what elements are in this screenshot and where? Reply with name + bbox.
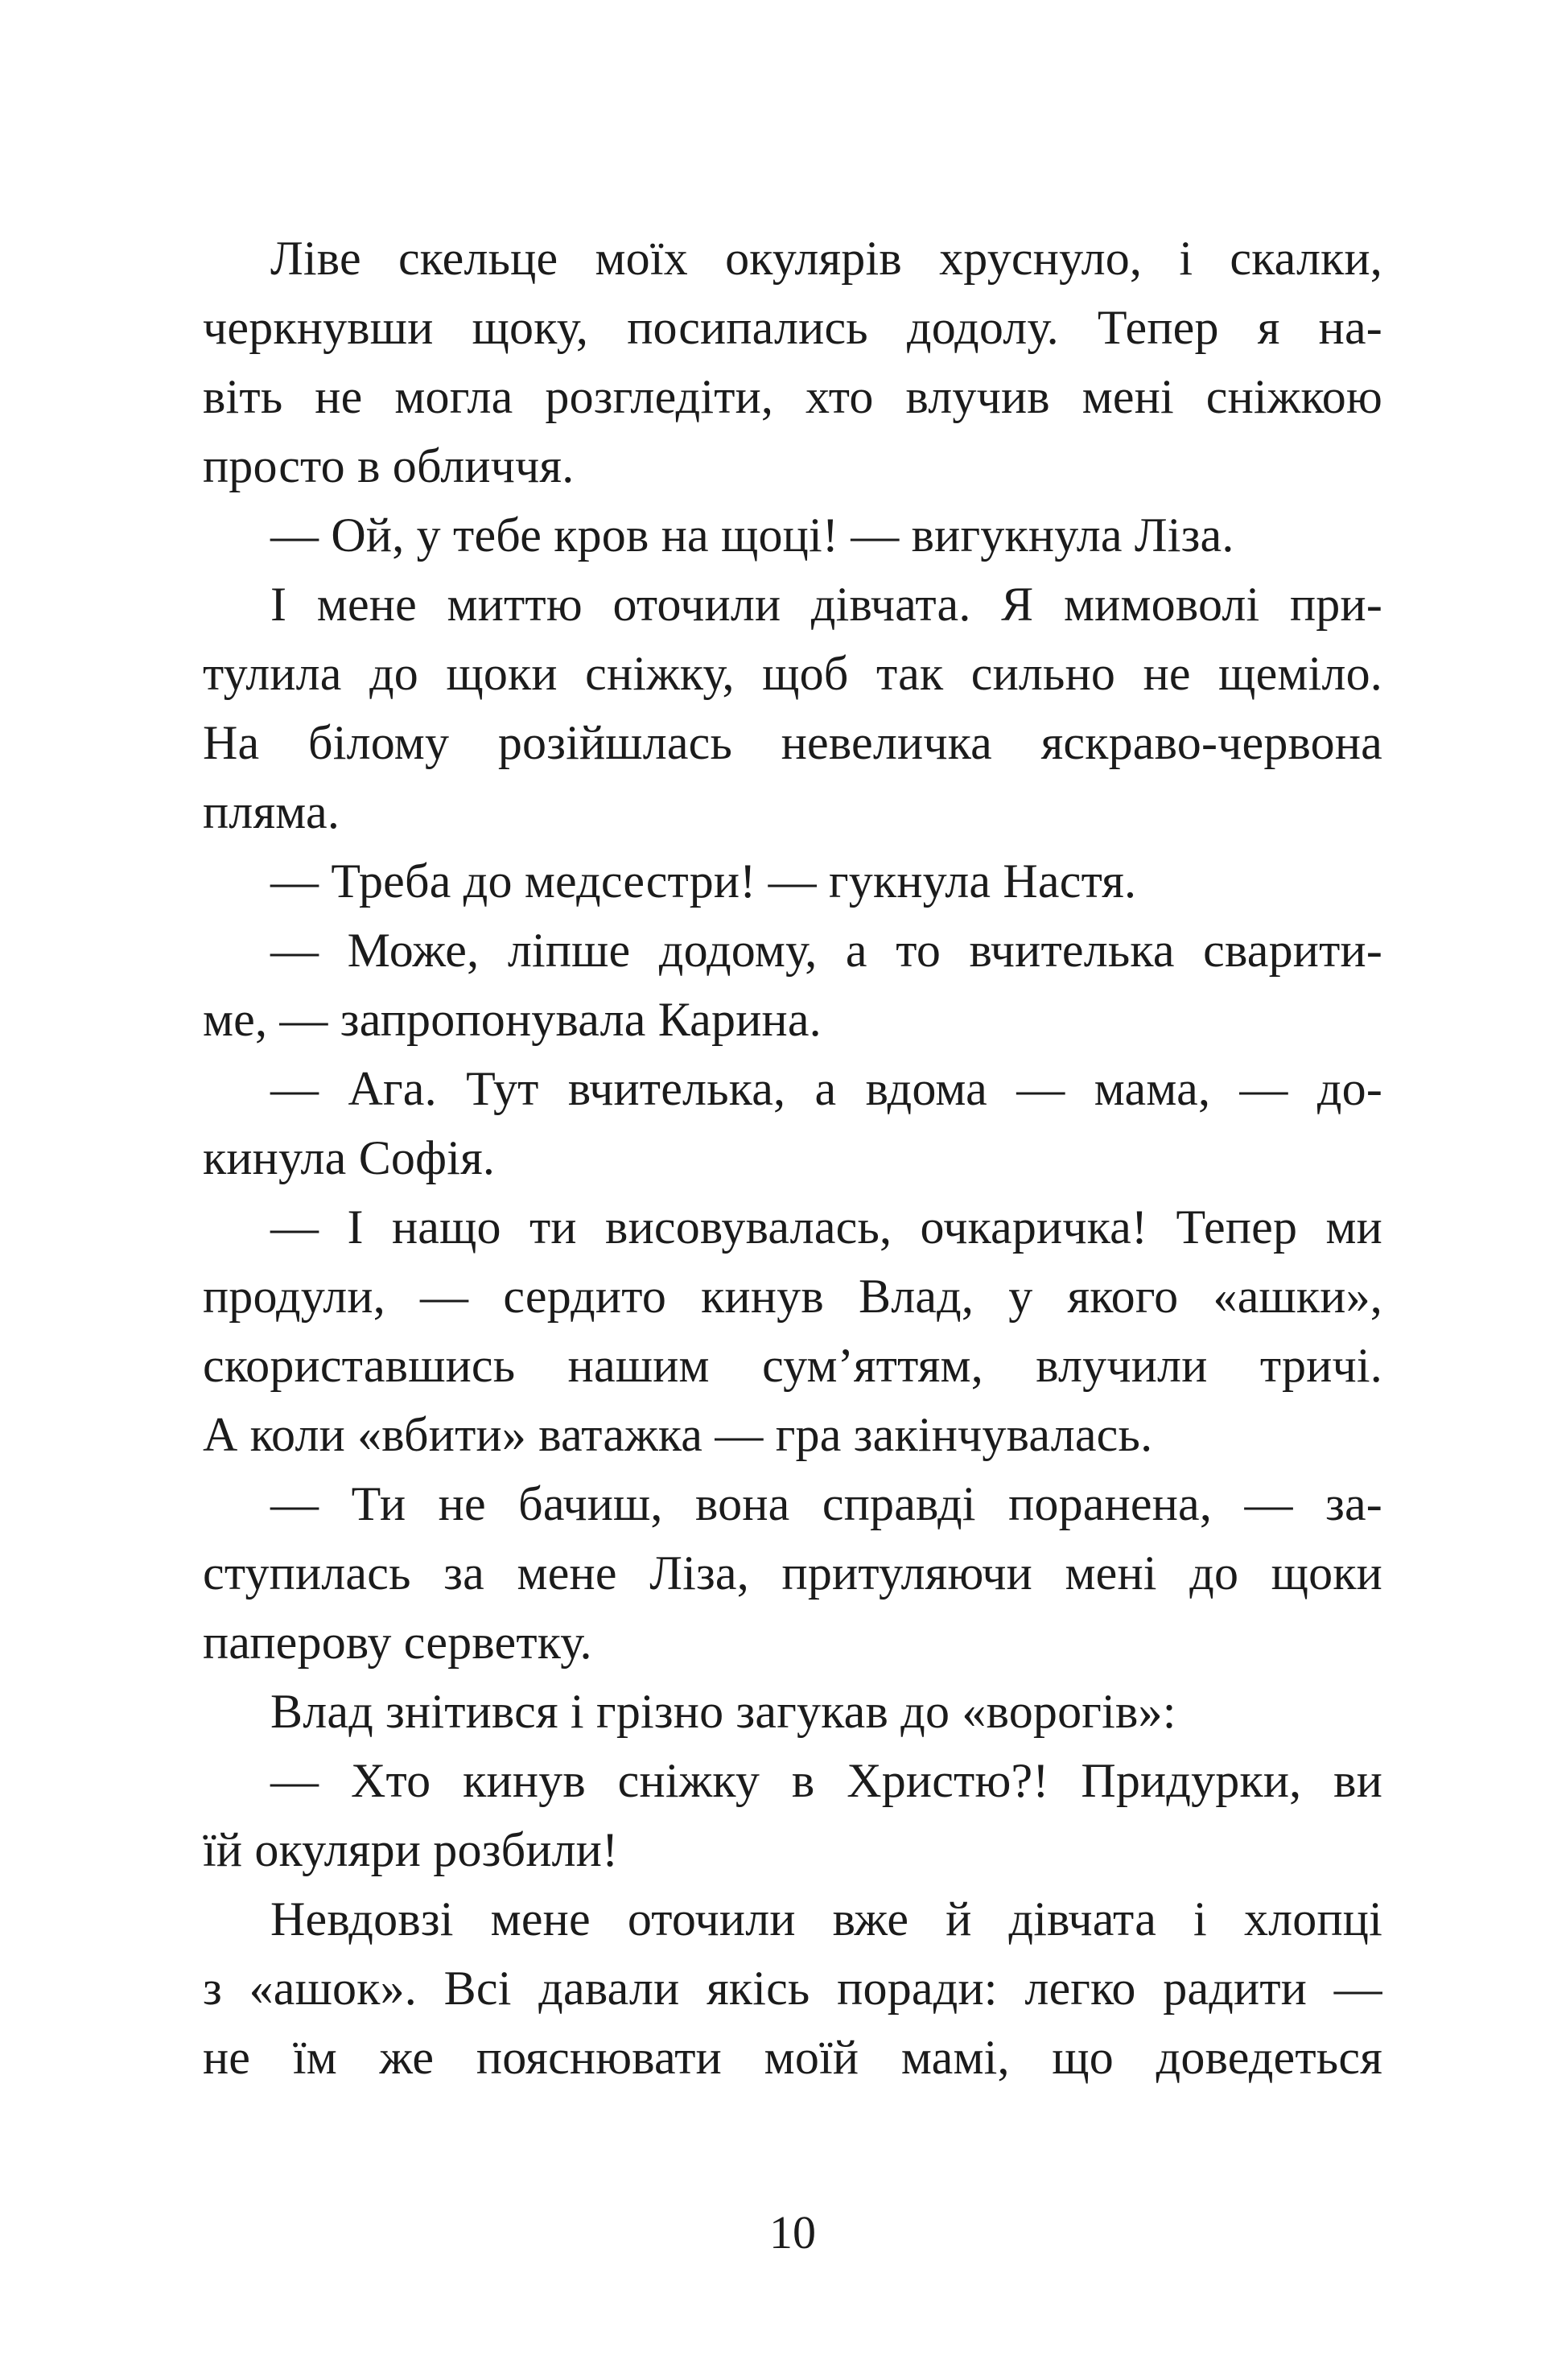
text-line: їй окуляри розбили! [203,1823,619,1876]
text-line: — Ти не бачиш, вона справді поранена, — за- [270,1477,1382,1530]
paragraph [203,1884,1382,2092]
text-line: А коли «вбити» ватажка — гра закінчувалась. [203,1408,1153,1461]
text-line: ступилась за мене Ліза, притуляючи мені до щоки [203,1546,1382,1600]
page-text [203,224,1382,2092]
text-line: не їм же пояснювати моїй мамі, що доведеться [203,2031,1382,2084]
text-line: скориставшись нашим сум’яттям, влучили тричі. [203,1339,1382,1392]
paragraph [203,846,1382,916]
text-line: — Ага. Тут вчителька, а вдома — мама, — до- [270,1062,1382,1115]
text-line: просто в обличчя. [203,439,575,492]
text-line: пляма. [203,785,340,838]
text-line: Невдовзі мене оточили вже й дівчата і хлопці [270,1892,1382,1946]
text-line: кинула Софія. [203,1131,496,1184]
text-line: — Треба до медсестри! — гукнула Настя. [270,854,1137,908]
text-line: з «ашок». Всі давали якісь поради: легко радити — [203,1962,1382,2015]
paragraph [203,570,1382,846]
text-line: На білому розійшлась невеличка яскраво-червона [203,716,1382,769]
paragraph [203,500,1382,570]
text-line: продули, — сердито кинув Влад, у якого «ашки», [203,1270,1382,1323]
paragraph [203,224,1382,500]
text-line: — Може, ліпше додому, а то вчителька сварити- [270,924,1382,977]
text-line: тулила до щоки сніжку, щоб так сильно не щеміло. [203,647,1382,700]
text-line: І мене миттю оточили дівчата. Я мимоволі при- [270,578,1382,631]
paragraph [203,1054,1382,1192]
text-line: — Ой, у тебе кров на щоці! — вигукнула Ліза. [270,509,1234,562]
text-line: черкнувши щоку, посипались додолу. Тепер я на- [203,301,1382,354]
text-line: Влад знітився і грізно загукав до «ворогів»: [270,1685,1176,1738]
text-line: паперову серветку. [203,1616,592,1669]
text-line: Ліве скельце моїх окулярів хруснуло, і скалки, [270,232,1382,285]
text-line: — І нащо ти висовувалась, очкаричка! Тепер ми [270,1200,1382,1254]
paragraph [203,1469,1382,1677]
paragraph [203,1192,1382,1469]
paragraph [203,916,1382,1054]
text-line: — Хто кинув сніжку в Христю?! Придурки, ви [270,1754,1382,1807]
text-line: віть не могла розгледіти, хто влучив мені сніжкою [203,370,1382,423]
paragraph [203,1677,1382,1746]
paragraph [203,1746,1382,1884]
page-number: 10 [769,2206,816,2259]
text-line: ме, — запропонувала Карина. [203,993,822,1046]
